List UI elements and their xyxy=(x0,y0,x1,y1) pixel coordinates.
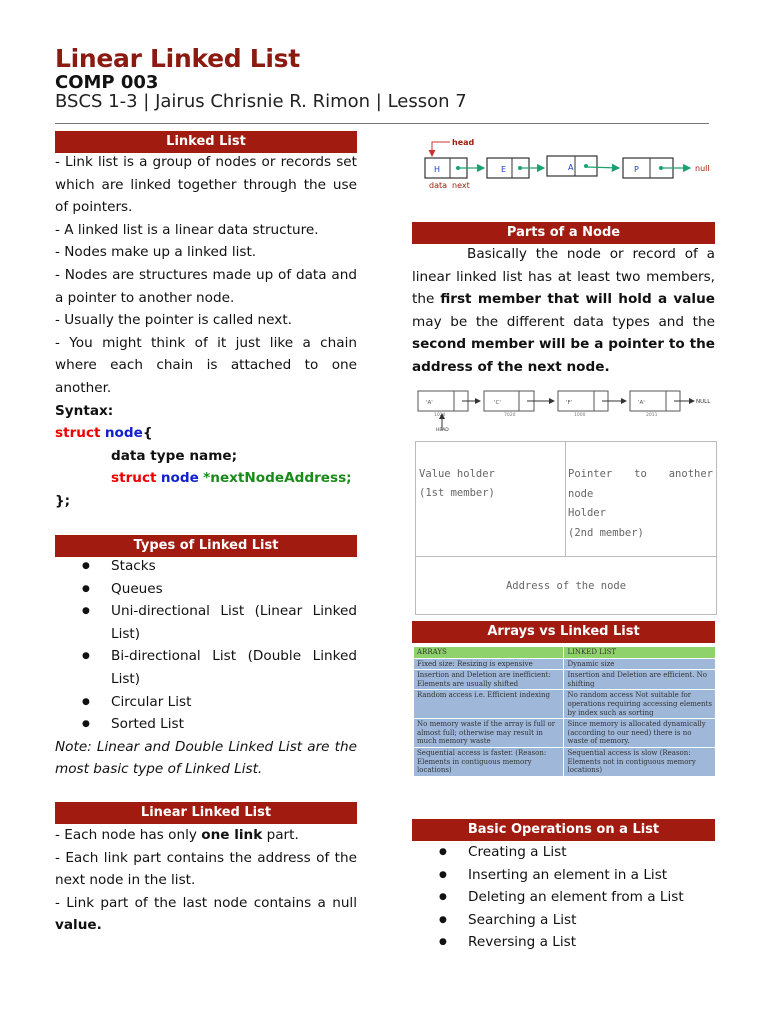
section-header-parts: Parts of a Node xyxy=(412,222,715,244)
list-item: ● Sorted List xyxy=(55,713,357,736)
section-header-linked-list: Linked List xyxy=(55,131,357,153)
table-header-row xyxy=(414,647,716,659)
definition-line: - Link list is a group of nodes or records set which are linked together through the use of pointers. xyxy=(55,154,357,216)
list-item: ● Inserting an element in a List xyxy=(412,864,715,887)
operations-section xyxy=(412,841,715,954)
svg-text:7020: 7020 xyxy=(504,413,516,418)
node-value: E xyxy=(501,165,507,174)
types-note: Note: Linear and Double Linked List are the most basic type of Linked List. xyxy=(55,738,357,778)
code-keyword: struct xyxy=(55,425,101,442)
node-value: H xyxy=(434,165,441,174)
course-code: COMP 003 xyxy=(55,72,159,93)
null-label: NULL xyxy=(696,399,711,405)
node-value: A xyxy=(568,163,574,172)
page-title: Linear Linked List xyxy=(55,44,300,73)
node-box xyxy=(547,156,597,176)
node-address-diagram xyxy=(414,386,716,432)
pointer-cell: Pointer to another node Holder (2nd member) xyxy=(568,468,713,539)
linear-line: - Each node has only one link part. xyxy=(55,827,299,843)
definition-line: - Nodes are structures made up of data and a pointer to another node. xyxy=(55,266,357,306)
list-item: ● Stacks xyxy=(55,555,357,578)
table-row: Random access i.e. Efficient indexing No random access Not suitable for operations requiring accessing elements by index such as sorting xyxy=(414,690,716,719)
svg-text:'C': 'C' xyxy=(494,400,501,406)
svg-text:'A': 'A' xyxy=(638,400,645,406)
null-label: null xyxy=(695,164,710,173)
table-row: Sequential access is faster. (Reason: Elements in contiguous memory locations) Sequential access is slow (Reason: Elements not in contiguous memory locations) xyxy=(414,747,716,776)
node-box xyxy=(630,391,680,418)
node-box xyxy=(418,391,468,418)
list-item: ● Queues xyxy=(55,578,357,601)
list-item: ● Searching a List xyxy=(412,909,715,932)
head-label: HEAD xyxy=(436,428,449,432)
node-box xyxy=(484,391,534,418)
table-row: Insertion and Deletion are inefficient: Elements are usually shifted Insertion and Deletion are efficient. No shifting xyxy=(414,670,716,690)
header-divider xyxy=(55,123,709,124)
svg-text:1000: 1000 xyxy=(574,413,586,418)
table-row: No memory waste if the array is full or almost full; otherwise may result in much memory waste Since memory is allocated dynamically (according to our need) there is no waste of memory. xyxy=(414,719,716,748)
section-header-types: Types of Linked List xyxy=(55,535,357,557)
code-line-struct xyxy=(55,422,357,445)
code-keyword: struct xyxy=(111,470,157,487)
definition-line: - Usually the pointer is called next. xyxy=(55,312,292,329)
head-arrow xyxy=(432,142,450,156)
table-header: LINKED LIST xyxy=(564,647,716,659)
linear-section xyxy=(55,824,357,937)
svg-text:'F': 'F' xyxy=(566,400,573,406)
code-line-data: data type name; xyxy=(111,447,238,464)
list-item: ● Bi-directional List (Double Linked List) xyxy=(55,645,357,690)
node-value: P xyxy=(634,165,639,174)
list-item: ● Circular List xyxy=(55,691,357,714)
list-item: ● Reversing a List xyxy=(412,931,715,954)
section-header-compare: Arrays vs Linked List xyxy=(412,621,715,643)
comparison-table xyxy=(413,646,716,777)
definition-line: - You might think of it just like a chain where each chain is attached to one another. xyxy=(55,334,357,396)
parts-section: Basically the node or record of a linear linked list has at least two members, the first member that will hold a value may be the different data types and the second member will be a pointer to the address of the next node. xyxy=(412,246,715,375)
definition-line: - Nodes make up a linked list. xyxy=(55,244,257,261)
svg-text:'A': 'A' xyxy=(426,400,433,406)
linked-list-diagram xyxy=(412,134,717,194)
node-structure-table xyxy=(415,441,717,615)
code-line-pointer xyxy=(55,467,357,490)
types-section xyxy=(55,555,357,781)
list-item: ● Creating a List xyxy=(412,841,715,864)
svg-text:2011: 2011 xyxy=(646,413,658,418)
code-type: node xyxy=(160,470,199,487)
definition-line: - A linked list is a linear data structure. xyxy=(55,221,319,238)
next-label: next xyxy=(452,181,470,190)
linked-list-section xyxy=(55,151,357,513)
linear-line: - Each link part contains the address of the next node in the list. xyxy=(55,849,357,889)
linear-line: - Link part of the last node contains a null value. xyxy=(55,894,357,934)
syntax-label: Syntax: xyxy=(55,402,114,419)
table-row: Fixed size: Resizing is expensive Dynamic size xyxy=(414,658,716,670)
list-item: ● Uni-directional List (Linear Linked List) xyxy=(55,600,357,645)
section-header-operations: Basic Operations on a List xyxy=(412,819,715,841)
value-holder-cell: Value holder (1st member) xyxy=(419,468,495,499)
node-box xyxy=(558,391,608,418)
code-pointer-name: *nextNodeAddress; xyxy=(203,470,352,487)
table-header: ARRAYS xyxy=(414,647,564,659)
section-header-linear: Linear Linked List xyxy=(55,802,357,824)
code-line-close: }; xyxy=(55,492,71,509)
svg-text:1024: 1024 xyxy=(434,413,446,418)
address-cell: Address of the node xyxy=(505,580,627,592)
code-type: node xyxy=(104,425,143,442)
head-label: head xyxy=(452,138,475,147)
list-item: ● Deleting an element from a List xyxy=(412,886,715,909)
data-label: data xyxy=(429,181,448,190)
page-subtitle: BSCS 1-3 | Jairus Chrisnie R. Rimon | Lesson 7 xyxy=(55,91,467,112)
code-brace: { xyxy=(142,425,153,442)
